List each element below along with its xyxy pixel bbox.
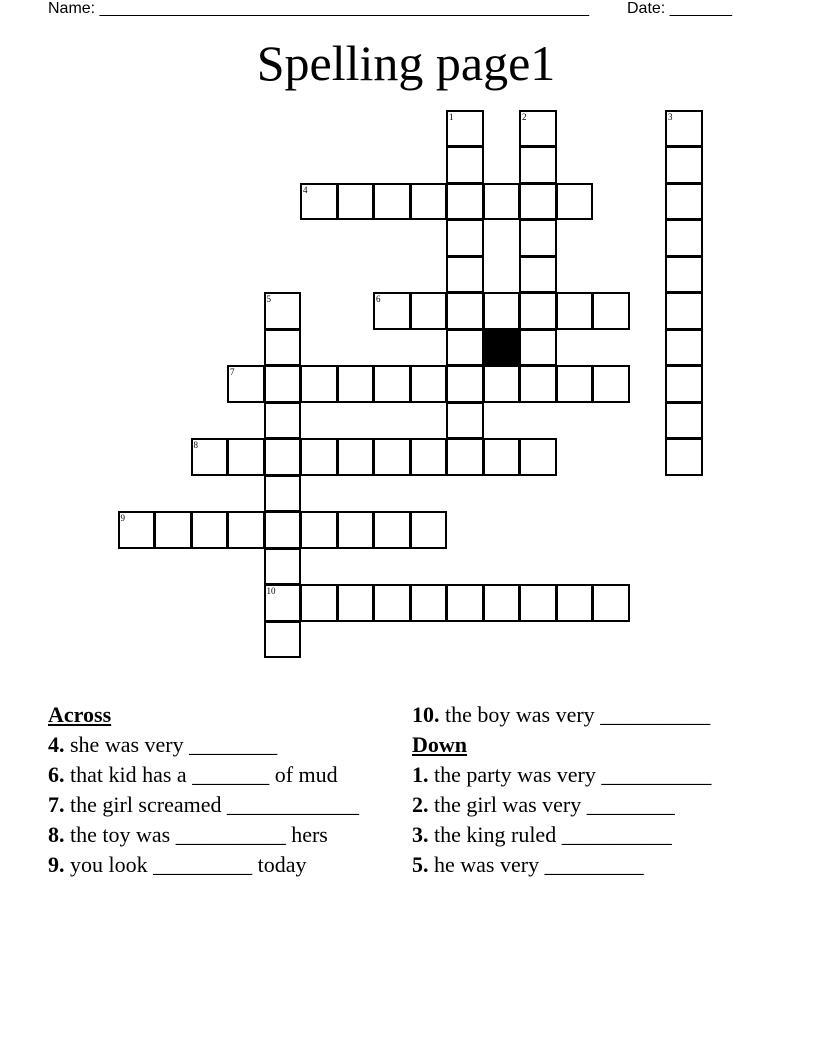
clue-item — [412, 822, 742, 848]
crossword-cell[interactable] — [446, 402, 484, 440]
crossword-cell[interactable] — [264, 438, 302, 476]
clue-number-label: 2 — [522, 111, 527, 122]
crossword-cell[interactable] — [446, 110, 484, 148]
crossword-cell[interactable] — [410, 584, 448, 622]
down-clue-list — [412, 762, 742, 878]
clue-number: 5. — [412, 852, 429, 877]
crossword-cell[interactable] — [410, 292, 448, 330]
crossword-cell[interactable] — [519, 146, 557, 184]
clue-text: that kid has a _______ of mud — [64, 762, 338, 787]
crossword-cell[interactable] — [519, 329, 557, 367]
clue-number: 1. — [412, 762, 429, 787]
crossword-cell[interactable] — [264, 329, 302, 367]
crossword-cell[interactable] — [519, 183, 557, 221]
crossword-cell[interactable] — [519, 584, 557, 622]
clue-number-label: 5 — [266, 294, 271, 304]
answer-blank: __________ — [561, 822, 672, 847]
answer-blank: ________ — [189, 732, 278, 757]
clue-item — [48, 792, 378, 818]
crossword-cell[interactable] — [264, 511, 302, 549]
crossword-cell[interactable] — [264, 621, 302, 659]
answer-blank: __________ — [601, 762, 712, 787]
crossword-cell[interactable] — [154, 511, 192, 549]
crossword-cell[interactable] — [118, 511, 156, 549]
clue-text: the girl screamed — [64, 792, 227, 817]
crossword-cell[interactable] — [556, 292, 594, 330]
across-clue-list-continued — [412, 702, 742, 728]
crossword-cell[interactable] — [519, 292, 557, 330]
crossword-cell[interactable] — [300, 511, 338, 549]
crossword-cell[interactable] — [556, 183, 594, 221]
clue-item — [412, 762, 742, 788]
crossword-cell[interactable] — [556, 584, 594, 622]
crossword-cell[interactable] — [592, 292, 630, 330]
clue-text: the party was very — [428, 762, 602, 787]
crossword-cell[interactable] — [556, 365, 594, 403]
crossword-cell[interactable] — [483, 584, 521, 622]
answer-blank: _________ — [544, 852, 644, 877]
page-title: Spelling page1 — [256, 35, 556, 91]
answer-blank: ________ — [586, 792, 675, 817]
crossword-cell[interactable] — [483, 365, 521, 403]
crossword-cell[interactable] — [264, 475, 302, 513]
crossword-cell[interactable] — [446, 219, 484, 257]
crossword-cell[interactable] — [665, 438, 703, 476]
clue-number-label: 10 — [266, 586, 276, 596]
crossword-black-cell — [483, 329, 521, 367]
crossword-cell[interactable] — [665, 329, 703, 367]
clue-number: 3. — [412, 822, 429, 847]
crossword-cell[interactable] — [264, 548, 302, 586]
crossword-cell[interactable] — [665, 256, 703, 294]
name-field-label: Name: _______________________________________________________ — [48, 0, 589, 17]
clue-text: you look _________ today — [64, 852, 307, 877]
clue-number-label: 7 — [230, 367, 235, 377]
clue-text: she was very — [64, 732, 190, 757]
crossword-cell[interactable] — [446, 183, 484, 221]
down-heading: Down — [412, 732, 468, 757]
crossword-cell[interactable] — [227, 365, 265, 403]
crossword-cell[interactable] — [264, 292, 302, 330]
crossword-cell[interactable] — [665, 402, 703, 440]
across-clue-list — [48, 732, 378, 878]
crossword-cell[interactable] — [446, 365, 484, 403]
clue-text: the toy was __________ hers — [64, 822, 328, 847]
answer-blank: ____________ — [227, 792, 359, 817]
clue-number-label: 3 — [668, 111, 673, 122]
crossword-cell[interactable] — [446, 256, 484, 294]
answer-blank: __________ — [600, 702, 711, 727]
crossword-cell[interactable] — [410, 365, 448, 403]
crossword-cell[interactable] — [519, 110, 557, 148]
crossword-cell[interactable] — [665, 365, 703, 403]
crossword-cell[interactable] — [264, 402, 302, 440]
crossword-cell[interactable] — [300, 183, 338, 221]
crossword-cell[interactable] — [665, 292, 703, 330]
clue-item — [48, 822, 378, 848]
clue-text: the boy was very — [439, 702, 601, 727]
clue-text: the girl was very — [428, 792, 587, 817]
crossword-cell[interactable] — [446, 584, 484, 622]
crossword-cell[interactable] — [519, 256, 557, 294]
crossword-cell[interactable] — [264, 584, 302, 622]
clue-number-label: 1 — [449, 111, 454, 122]
crossword-cell[interactable] — [446, 146, 484, 184]
crossword-cell[interactable] — [446, 292, 484, 330]
date-field-label: Date: _______ — [627, 0, 732, 17]
clue-number: 9. — [48, 852, 65, 877]
crossword-cell[interactable] — [300, 365, 338, 403]
clue-number: 7. — [48, 792, 65, 817]
crossword-cell[interactable] — [300, 438, 338, 476]
crossword-cell[interactable] — [337, 183, 375, 221]
crossword-cell[interactable] — [191, 438, 229, 476]
clue-number: 6. — [48, 762, 65, 787]
clue-number-label: 4 — [303, 184, 308, 195]
clue-number: 10. — [412, 702, 440, 727]
crossword-cell[interactable] — [410, 511, 448, 549]
crossword-cell[interactable] — [483, 292, 521, 330]
clue-item — [48, 852, 378, 878]
crossword-cell[interactable] — [227, 438, 265, 476]
crossword-cell[interactable] — [519, 365, 557, 403]
crossword-cell[interactable] — [373, 511, 411, 549]
crossword-cell[interactable] — [592, 365, 630, 403]
crossword-cell[interactable] — [483, 183, 521, 221]
crossword-cell[interactable] — [373, 183, 411, 221]
clue-item — [48, 762, 378, 788]
crossword-cell[interactable] — [483, 438, 521, 476]
crossword-cell[interactable] — [592, 584, 630, 622]
crossword-cell[interactable] — [373, 584, 411, 622]
crossword-cell[interactable] — [665, 219, 703, 257]
crossword-cell[interactable] — [373, 292, 411, 330]
clue-text: the king ruled — [428, 822, 562, 847]
crossword-cell[interactable] — [446, 438, 484, 476]
clues-right-column — [412, 702, 742, 882]
crossword-cell[interactable] — [410, 183, 448, 221]
crossword-cell[interactable] — [519, 219, 557, 257]
crossword-cell[interactable] — [519, 438, 557, 476]
crossword-cell[interactable] — [410, 438, 448, 476]
clue-number: 2. — [412, 792, 429, 817]
crossword-cell[interactable] — [337, 584, 375, 622]
crossword-cell[interactable] — [446, 329, 484, 367]
crossword-cell[interactable] — [337, 438, 375, 476]
clue-number-label: 9 — [120, 513, 125, 523]
crossword-cell[interactable] — [300, 584, 338, 622]
crossword-cell[interactable] — [665, 183, 703, 221]
crossword-cell[interactable] — [665, 110, 703, 148]
clue-number: 4. — [48, 732, 65, 757]
clue-number: 8. — [48, 822, 65, 847]
crossword-cell[interactable] — [227, 511, 265, 549]
clue-number-label: 6 — [376, 294, 381, 304]
clues-left-column — [48, 702, 378, 882]
clue-number-label: 8 — [193, 440, 198, 450]
clue-item — [412, 792, 742, 818]
crossword-cell[interactable] — [337, 365, 375, 403]
clue-item — [48, 732, 378, 758]
across-heading: Across — [48, 702, 112, 727]
crossword-cell[interactable] — [373, 365, 411, 403]
clue-item — [412, 852, 742, 878]
crossword-cell[interactable] — [191, 511, 229, 549]
crossword-cell[interactable] — [665, 146, 703, 184]
clue-text: he was very — [428, 852, 545, 877]
crossword-cell[interactable] — [373, 438, 411, 476]
crossword-cell[interactable] — [264, 365, 302, 403]
clue-item — [412, 702, 742, 728]
crossword-cell[interactable] — [337, 511, 375, 549]
